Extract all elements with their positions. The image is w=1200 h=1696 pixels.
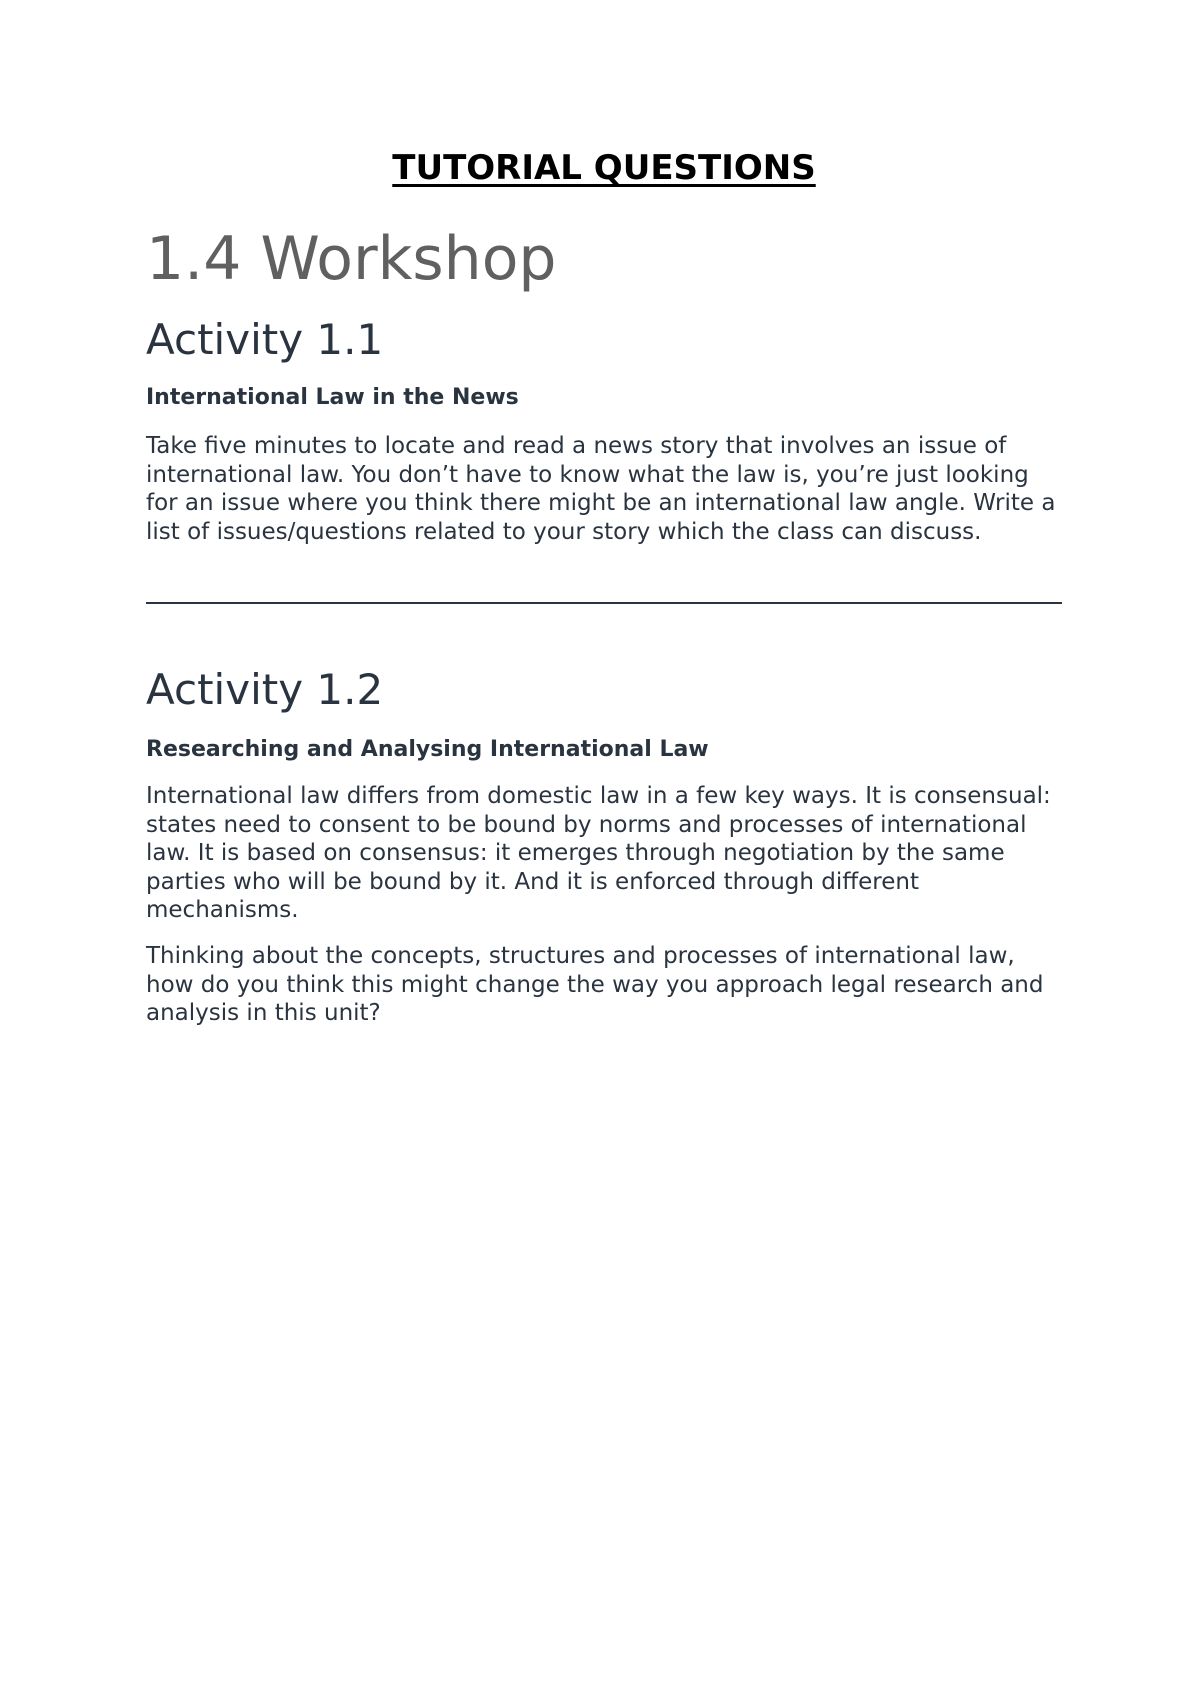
activity-1-2-paragraph-1: International law differs from domestic law in a few key ways. It is consensual: states need to consent to be bound by norms and processes of international law. It is based on consensus: it emerges through negotiation by the same parties who will be bound by it. And it is enforced through different mechanisms. [146, 783, 1051, 923]
document-title: TUTORIAL QUESTIONS [392, 148, 816, 188]
activity-subheading-1-2: Researching and Analysing International Law [146, 737, 709, 762]
section-divider [146, 602, 1062, 604]
activity-1-1-paragraph: Take five minutes to locate and read a news story that involves an issue of international law. You don’t have to know what the law is, you’re just looking for an issue where you think there might be an international law angle. Write a list of issues/questions related to your story which the class can discuss. [146, 433, 1056, 545]
activity-heading-1-2: Activity 1.2 [146, 665, 384, 714]
activity-1-2-paragraph-2: Thinking about the concepts, structures and processes of international law, how do you think this might change the way you approach legal research and analysis in this unit? [146, 943, 1044, 1026]
activity-heading-1-1: Activity 1.1 [146, 315, 384, 364]
section-heading: 1.4 Workshop [146, 224, 557, 294]
activity-subheading-1-1: International Law in the News [146, 385, 519, 410]
